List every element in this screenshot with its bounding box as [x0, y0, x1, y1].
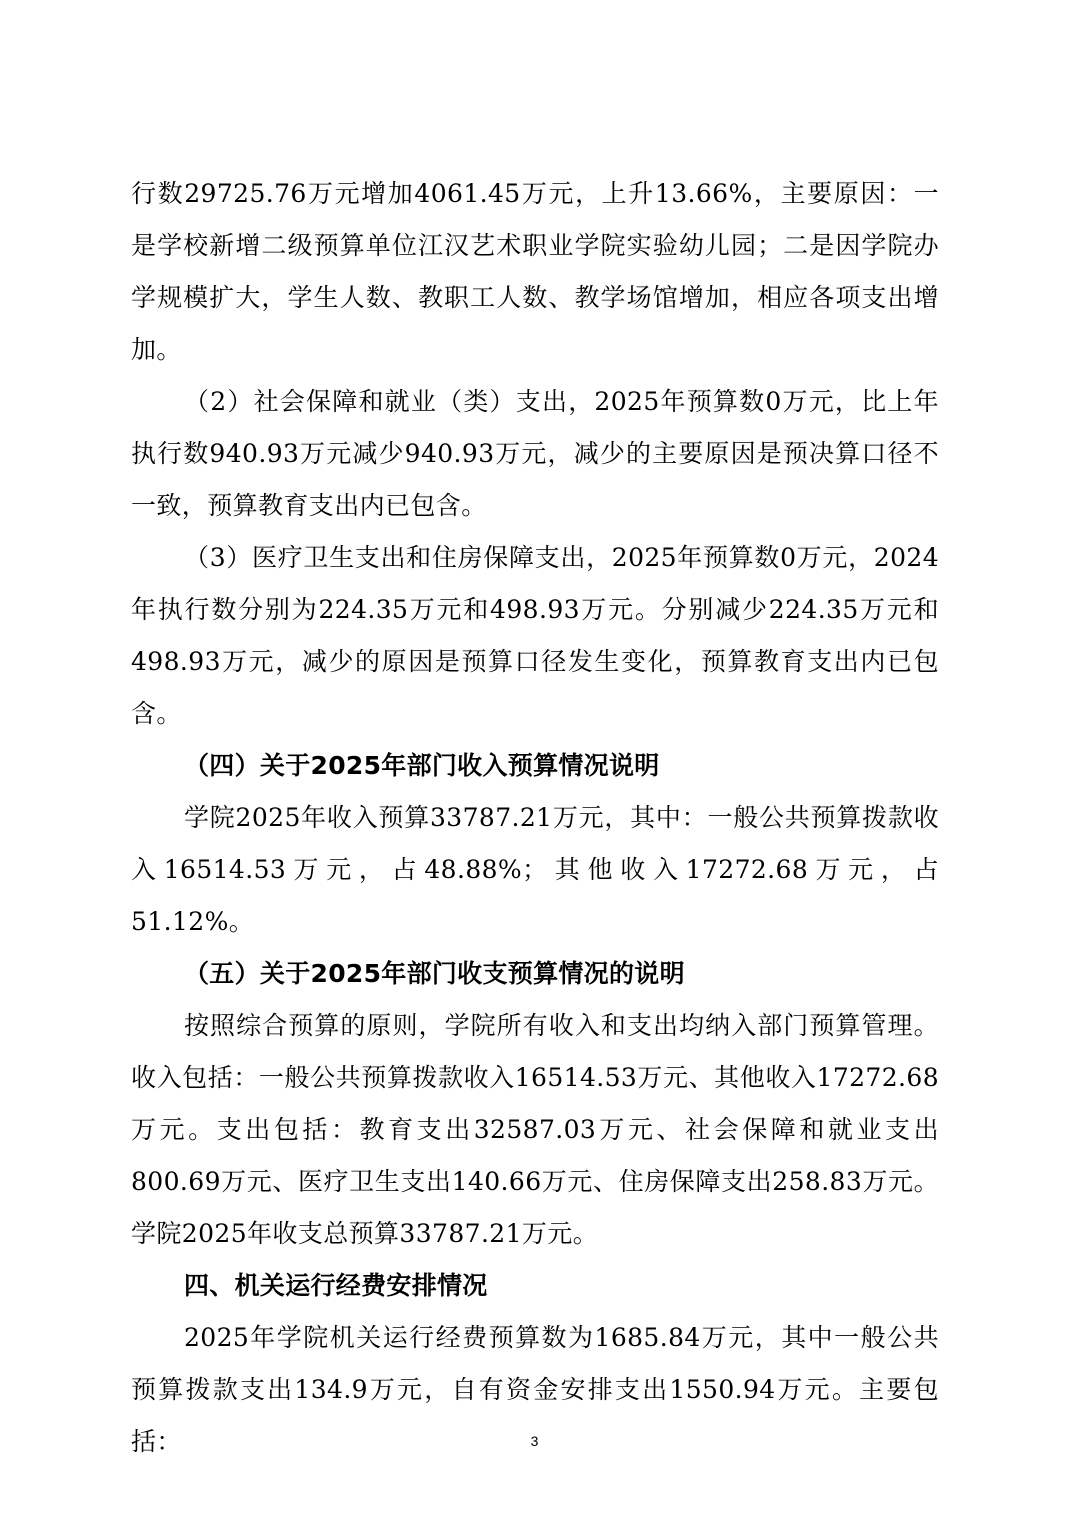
paragraph-social-security-expense: （2）社会保障和就业（类）支出，2025年预算数0万元，比上年执行数940.93万元减少940.93万元，减少的主要原因是预决算口径不一致，预算教育支出内已包含。: [131, 387, 939, 520]
paragraph-education-expense-continuation: 行数29725.76万元增加4061.45万元，上升13.66%，主要原因：一是学校新增二级预算单位江汉艺术职业学院实验幼儿园；二是因学院办学规模扩大，学生人数、教职工人数、教学场馆增加，相应各项支出增加。: [131, 179, 939, 364]
page-number: 3: [530, 1433, 539, 1449]
paragraph-operating-costs: 2025年学院机关运行经费预算数为1685.84万元，其中一般公共预算拨款支出134.9万元，自有资金安排支出1550.94万元。主要包括：: [131, 1323, 939, 1456]
paragraph-income-expense-budget: 按照综合预算的原则，学院所有收入和支出均纳入部门预算管理。收入包括：一般公共预算拨款收入16514.53万元、其他收入17272.68万元。支出包括：教育支出32587.03万元、社会保障和就业支出800.69万元、医疗卫生支出140.66万元、住房保障支出258.83万元。学院2025年收支总预算33787.21万元。: [131, 1011, 939, 1248]
paragraph-medical-housing-expense: （3）医疗卫生支出和住房保障支出，2025年预算数0万元，2024年执行数分别为224.35万元和498.93万元。分别减少224.35万元和498.93万元，减少的原因是预算口径发生变化，预算教育支出内已包含。: [131, 543, 939, 728]
heading-income-budget: （四）关于2025年部门收入预算情况说明: [184, 751, 660, 780]
heading-income-expense-budget: （五）关于2025年部门收支预算情况的说明: [184, 959, 685, 988]
document-body: [131, 168, 939, 1468]
paragraph-income-budget: 学院2025年收入预算33787.21万元，其中：一般公共预算拨款收入16514.53万元，占48.88%；其他收入17272.68万元，占51.12%。: [131, 803, 939, 936]
heading-section-operating-costs: 四、机关运行经费安排情况: [184, 1271, 488, 1300]
